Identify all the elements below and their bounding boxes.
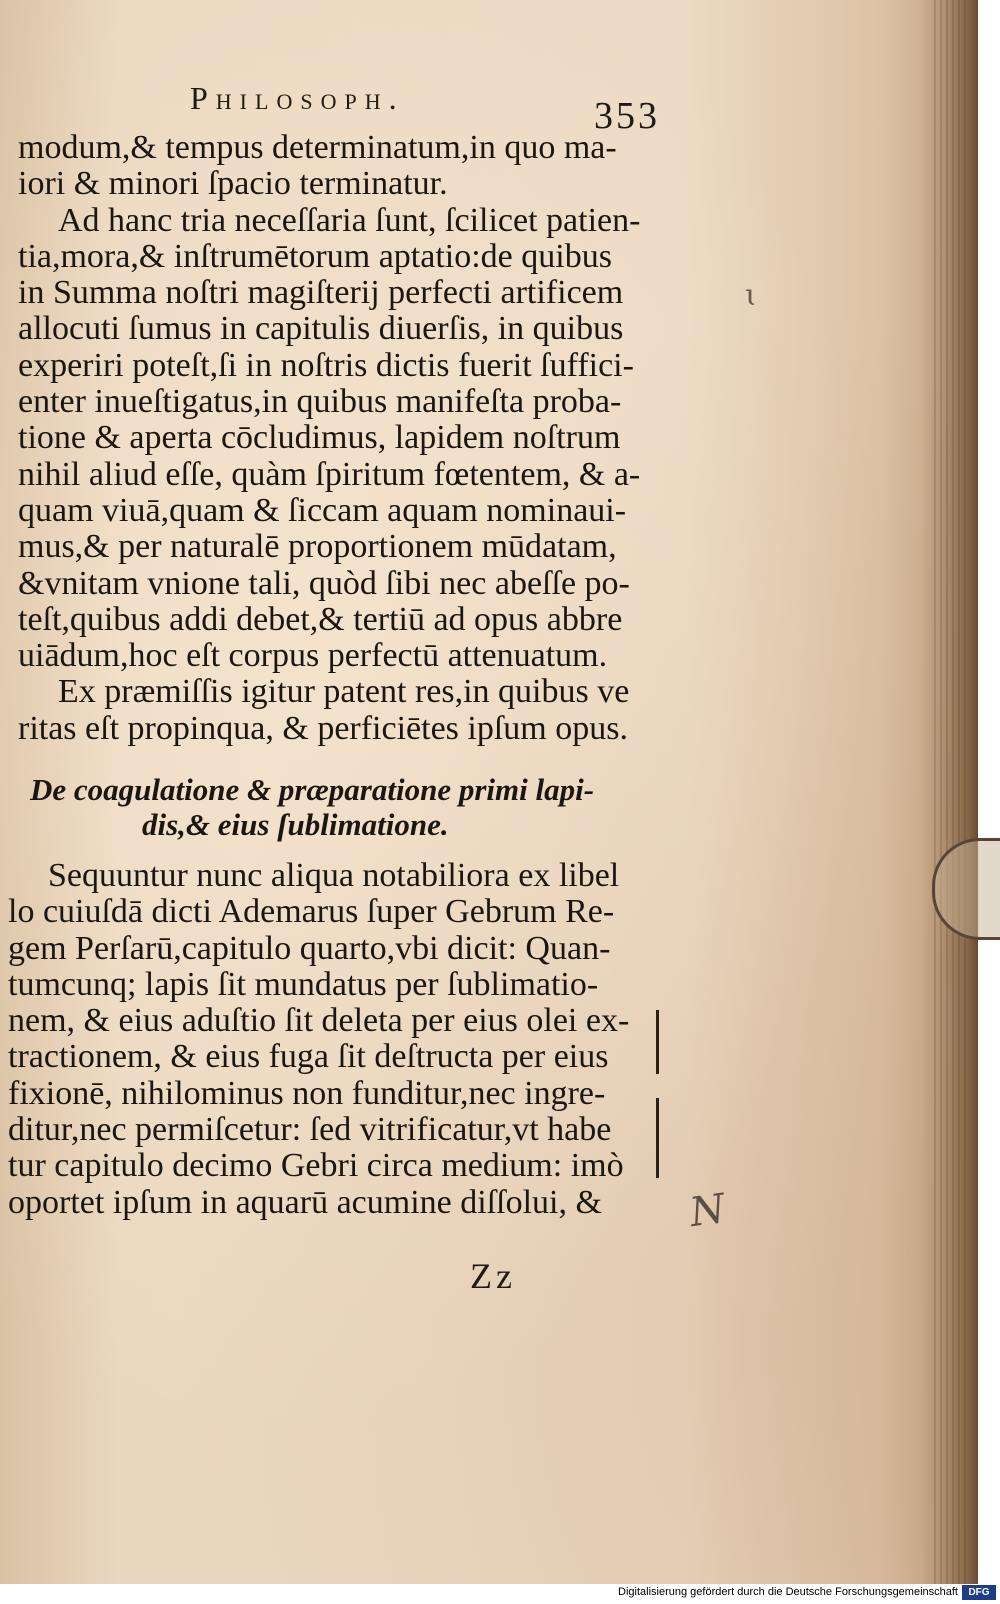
heading-line: De coagulatione & præparatione primi lapi- xyxy=(30,772,595,807)
margin-bracket xyxy=(656,1098,665,1178)
text-line: oportet ipſum in aquarū acumine diſſolui, & xyxy=(8,1183,602,1221)
text-line: iori & minori ſpacio terminatur. xyxy=(18,165,448,203)
text-line: &vnitam vnione tali, quòd ſibi nec abeſſe po- xyxy=(18,564,630,602)
body-text-top xyxy=(18,130,668,747)
text-line: in Summa noſtri magiſterij perfecti artificem xyxy=(18,274,624,312)
body-text-bottom xyxy=(8,858,658,1221)
text-line: mus,& per naturalē proportionem mūdatam, xyxy=(18,528,617,566)
text-line: Sequuntur nunc aliqua notabiliora ex libel xyxy=(48,857,620,894)
funding-credit: Digitalisierung gefördert durch die Deutsche Forschungsgemeinschaft xyxy=(618,1586,958,1598)
page-header xyxy=(190,80,670,137)
text-line: nem, & eius aduſtio ſit deleta per eius olei ex- xyxy=(8,1002,630,1040)
text-line: tur capitulo decimo Gebri circa medium: imò xyxy=(8,1147,624,1185)
margin-bracket xyxy=(656,1010,665,1074)
text-line: tractionem, & eius fuga ſit deſtructa per eius xyxy=(8,1038,609,1076)
heading-line: dis,& eius ſublimatione. xyxy=(142,807,449,842)
dfg-logo: DFG xyxy=(962,1585,996,1600)
margin-annotation-n: N xyxy=(686,1185,729,1237)
text-line: tumcunq; lapis ſit mundatus per ſublimatio- xyxy=(8,965,599,1003)
text-line: experiri poteſt,ſi in noſtris dictis fuerit ſuffici- xyxy=(18,346,634,384)
text-line: gem Perſarū,capitulo quarto,vbi dicit: Quan- xyxy=(8,929,611,967)
section-heading xyxy=(30,772,650,842)
text-line: modum,& tempus determinatum,in quo ma- xyxy=(18,129,617,166)
text-line: enter inueſtigatus,in quibus manifeſta proba- xyxy=(18,383,622,421)
text-line: ditur,nec permiſcetur: ſed vitrificatur,vt habe xyxy=(8,1111,612,1149)
text-line: ritas eſt propinqua, & perficiētes ipſum opus. xyxy=(18,709,628,747)
page-number: 353 xyxy=(594,95,660,137)
text-line: Ex præmiſſis igitur patent res,in quibus ve xyxy=(58,673,630,711)
footer-strip xyxy=(0,1584,1000,1604)
text-line: tia,mora,& inſtrumētorum aptatio:de quibus xyxy=(18,237,612,275)
text-line: Ad hanc tria neceſſaria ſunt, ſcilicet patien- xyxy=(58,201,641,239)
text-line: lo cuiuſdā dicti Ademarus ſuper Gebrum Re- xyxy=(8,893,615,931)
page-edge-lines xyxy=(930,0,970,1584)
margin-annotation-mark: ɩ xyxy=(745,278,757,313)
text-line: fixionē, nihilominus non funditur,nec ingre- xyxy=(8,1074,606,1112)
text-line: teſt,quibus addi debet,& tertiū ad opus abbre xyxy=(18,600,623,638)
text-line: tione & aperta cōcludimus, lapidem noſtrum xyxy=(18,419,621,457)
text-line: allocuti ſumus in capitulis diuerſis, in quibus xyxy=(18,310,624,348)
text-line: uiādum,hoc eſt corpus perfectū attenuatum. xyxy=(18,637,608,675)
running-head: Philosoph. xyxy=(190,80,405,116)
signature-mark: Zz xyxy=(470,1256,516,1296)
text-line: quam viuā,quam & ſiccam aquam nominaui- xyxy=(18,491,627,529)
text-line: nihil aliud eſſe, quàm ſpiritum fœtentem, & a- xyxy=(18,455,641,493)
